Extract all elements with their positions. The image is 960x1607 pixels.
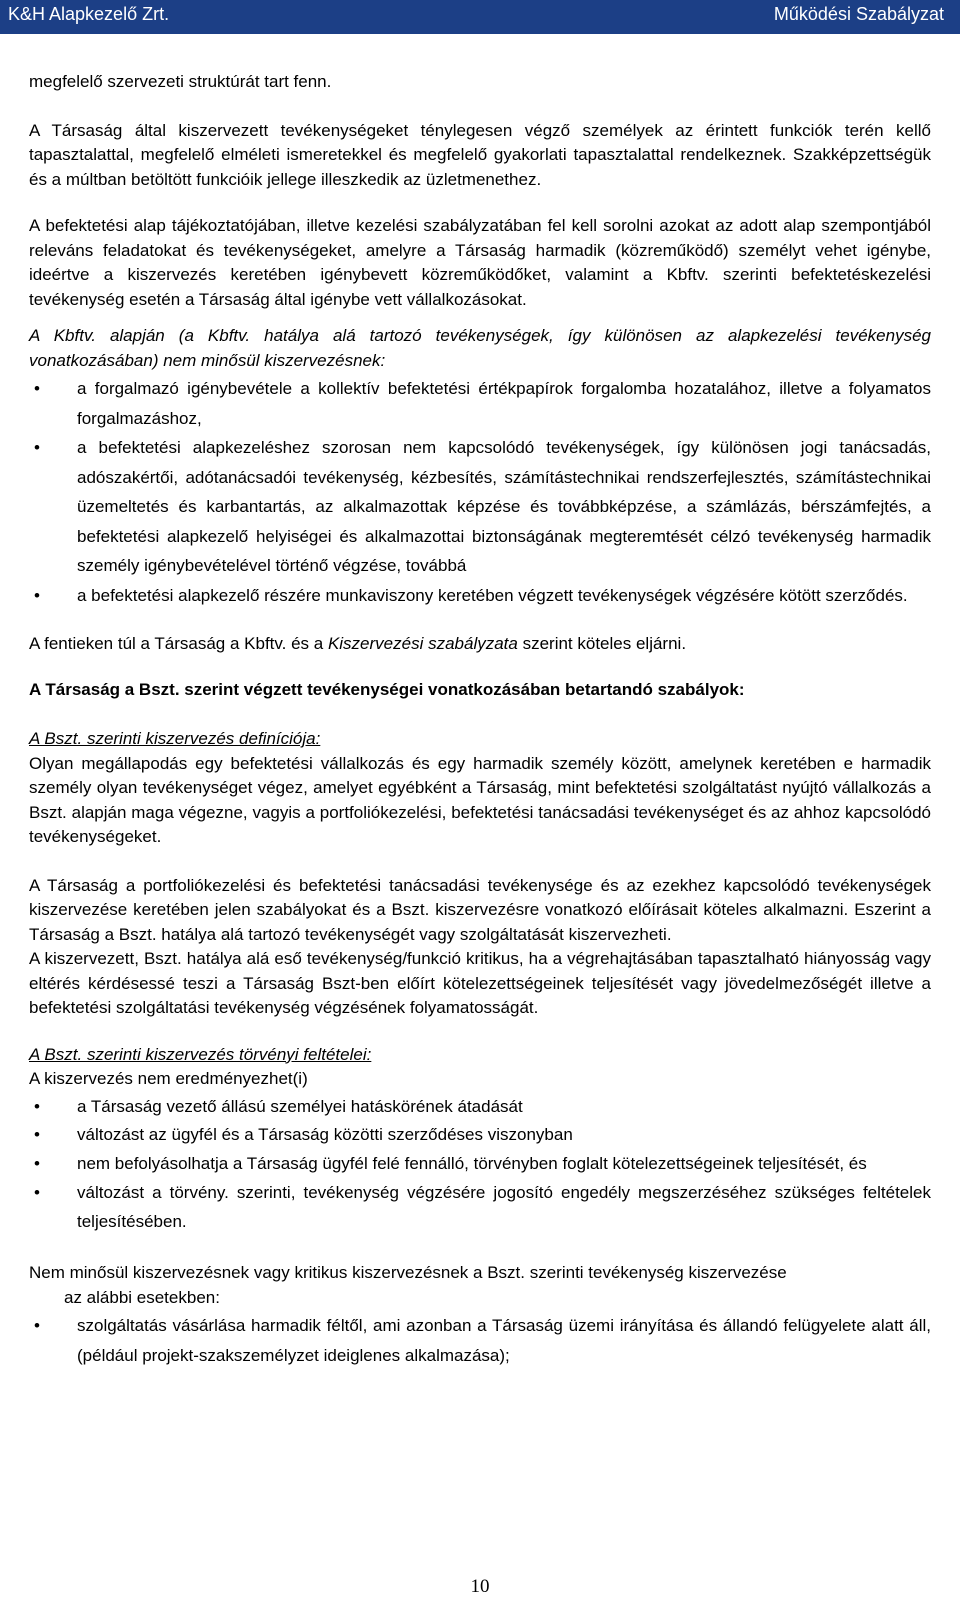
noncritical-intro-line: Nem minősül kiszervezésnek vagy kritikus kiszervezésnek a Bszt. szerinti tevékenység kiszervezése (29, 1263, 787, 1283)
paragraph-portfolio: A Társaság a portfoliókezelési és befektetési tanácsadási tevékenysége és az ezekhez kapcsolódó tevékenységek kiszervezése keretében jelen szabályokat és a Bszt. kiszervezésre vonatkozó előírásait köteles alkalmazni. Eszerint a Társaság a Bszt. hatálya alá tartozó tevékenységét vagy szolgáltatását kiszervezheti. (29, 875, 931, 944)
paragraph-structure: megfelelő szervezeti struktúrát tart fenn. (29, 72, 332, 91)
list-item: • nem befolyásolhatja a Társaság ügyfél felé fennálló, törvényben foglalt kötelezettségeinek teljesítését, és (29, 1150, 931, 1179)
bszt-conditions-title: A Bszt. szerinti kiszervezés törvényi feltételei: (29, 1044, 372, 1064)
bszt-definition-title: A Bszt. szerinti kiszervezés definíciója: (29, 729, 321, 748)
list-item: • a befektetési alapkezeléshez szorosan nem kapcsolódó tevékenységek, így különösen jogi tanácsadás, adószakértői, adótanácsadói tevékenység, kézbesítés, számítástechnikai rendszerfejlesztés, számítástechnikai üzemeltetés és karbantartás, az alkalmazottak képzése és továbbképzése, a számlázás, bérszámfejtés, a befektetési alapkezelő helyiségei és alkalmazottai biztonságának megteremtését célzó tevékenység harmadik személy igénybevételével történő végzése, továbbá (29, 433, 931, 581)
policy-document-name: Kiszervezési szabályzata (327, 634, 518, 653)
noncritical-intro-cases: az alábbi esetekben: (64, 1287, 220, 1307)
list-item: • változást a törvény. szerinti, tevékenység végzésére jogosító engedély megszerzéséhez szükséges feltételek teljesítésében. (29, 1179, 931, 1237)
page-number: 10 (470, 1576, 490, 1597)
paragraph-personnel: A Társaság által kiszervezett tevékenységeket ténylegesen végző személyek az érintett funkciók terén kellő tapasztalattal, megfelelő elméleti ismeretekkel és megfelelő gyakorlati tapasztalattal rendelkeznek. Szakképzettségük és a múltban betöltött funkcióik jellege illeszkedik az üzletmenethez. (29, 120, 931, 189)
page-header (0, 0, 960, 34)
list-item: • a forgalmazó igénybevétele a kollektív befektetési értékpapírok forgalomba hozatalához, illetve a folyamatos forgalmazáshoz, (29, 374, 931, 433)
list-item: • a Társaság vezető állású személyei hatáskörének átadását (29, 1093, 931, 1122)
list-item: • a befektetési alapkezelő részére munkaviszony keretében végzett tevékenységek végzésére kötött szerződés. (29, 581, 931, 611)
header-document-title: Működési Szabályzat (773, 4, 944, 24)
noncritical-intro (29, 1261, 931, 1310)
noncritical-list (29, 1311, 931, 1369)
list-item: • szolgáltatás vásárlása harmadik féltől, ami azonban a Társaság üzemi irányítása és állandó felügyelete alatt áll, (például projekt-szakszemélyzet ideiglenes alkalmazása); (29, 1311, 931, 1369)
list-item: • változást az ügyfél és a Társaság közötti szerződéses viszonyban (29, 1121, 931, 1150)
conditions-list (29, 1093, 931, 1237)
paragraph-prospectus: A befektetési alap tájékoztatójában, illetve kezelési szabályzatában fel kell sorolni azokat az adott alap szempontjából releváns feladatokat és tevékenységeket, amelyre a Társaság harmadik (közreműködő) személyt vehet igénybe, ideértve a kiszervezés keretében igénybevett közreműködőket, valamint a Kbftv. szerinti befektetéskezelési tevékenység esetén a Társaság által igénybe vett vállalkozásokat. (29, 216, 931, 309)
document-body (29, 70, 931, 1370)
kbftv-exceptions-list (29, 374, 931, 610)
bszt-section-heading: A Társaság a Bszt. szerint végzett tevékenységei vonatkozásában betartandó szabályok: (29, 679, 745, 699)
policy-text-end: szerint köteles eljárni. (517, 634, 687, 653)
paragraph-critical: A kiszervezett, Bszt. hatálya alá eső tevékenység/funkció kritikus, ha a végrehajtásában tapasztalható hiányosság vagy eltérés kérdésessé teszi a Társaság Bszt-ben előírt kötelezettségeinek teljesítését vagy jövedelmezőségét illetve a befektetési szolgáltatási tevékenység végzésének folyamatosságát. (29, 949, 931, 1017)
kbftv-intro: A Kbftv. alapján (a Kbftv. hatálya alá tartozó tevékenységek, így különösen az alapkezelési tevékenység vonatkozásában) nem minősül kiszervezésnek: (29, 326, 931, 370)
header-company: K&H Alapkezelő Zrt. (8, 4, 170, 24)
paragraph-policy (29, 632, 931, 657)
policy-text-start: A fentieken túl a Társaság a Kbftv. és a (29, 634, 328, 653)
bszt-definition-text: Olyan megállapodás egy befektetési vállalkozás és egy harmadik személy között, amelynek keretében e harmadik személy olyan tevékenységet végez, amelyet egyébként a Társaság, mint befektetési szolgáltatást nyújtó vállalkozás a Bszt. alapján maga végezne, vagyis a portfoliókezelési, befektetési tanácsadási tevékenységet és az ahhoz kapcsolódó tevékenységeket. (29, 753, 931, 846)
conditions-intro: A kiszervezés nem eredményezhet(i) (29, 1069, 308, 1088)
